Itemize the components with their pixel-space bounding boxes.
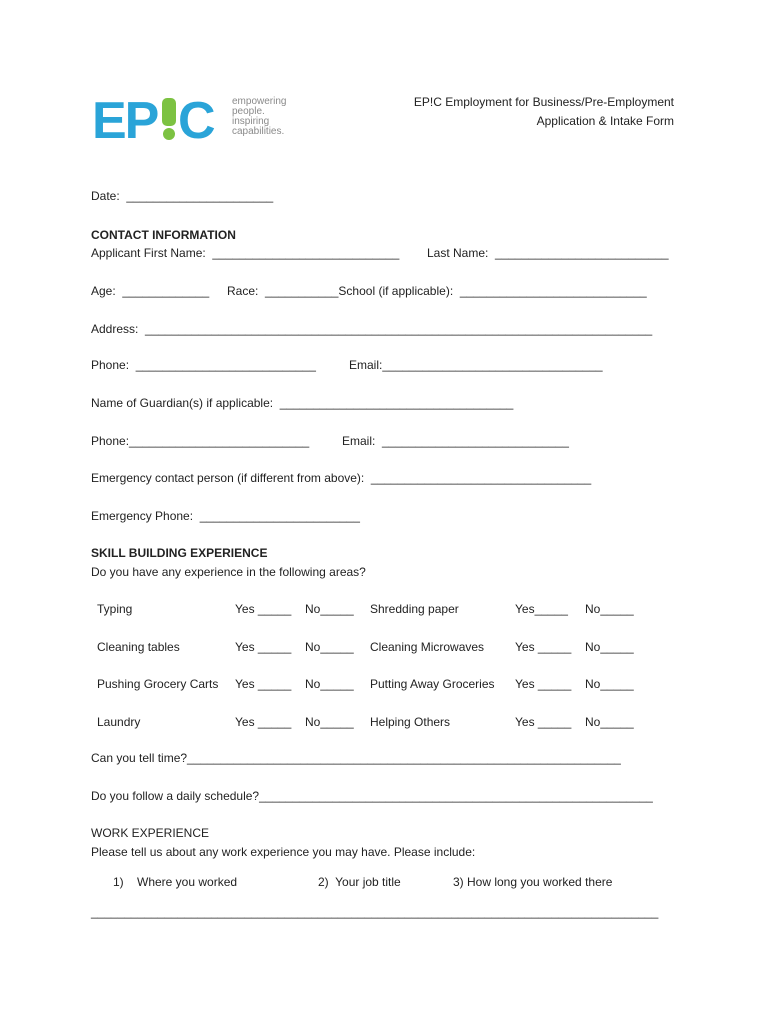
work-item: 3) How long you worked there <box>453 875 613 889</box>
first-name-field[interactable]: Applicant First Name: ____________________________ <box>91 246 400 260</box>
skill-label: Pushing Grocery Carts <box>97 677 219 691</box>
age-field[interactable]: Age: _____________ <box>91 284 210 298</box>
skill-no-field[interactable]: No_____ <box>305 602 354 616</box>
work-item: 1) Where you worked <box>113 875 238 889</box>
daily-schedule-field[interactable]: Do you follow a daily schedule?___________________________________________________________ <box>91 789 653 803</box>
work-prompt: Please tell us about any work experience you may have. Please include: <box>91 845 476 859</box>
race-school-field[interactable]: Race: ___________School (if applicable): ____________________________ <box>227 284 647 298</box>
logo-tagline: empowering people. inspiring capabilities. <box>232 96 287 137</box>
skill-yes-field[interactable]: Yes_____ <box>515 602 568 616</box>
skill-no-field[interactable]: No_____ <box>305 715 354 729</box>
skills-heading: SKILL BUILDING EXPERIENCE <box>91 546 268 560</box>
work-answer-line[interactable]: _____________________________________________________________________________________ <box>91 905 659 919</box>
skill-no-field[interactable]: No_____ <box>305 640 354 654</box>
phone-field[interactable]: Phone: ___________________________ <box>91 358 316 372</box>
logo-wordmark-c: C <box>178 94 216 142</box>
skill-label: Putting Away Groceries <box>370 677 495 691</box>
logo-wordmark-e: EP <box>92 94 158 142</box>
contact-heading: CONTACT INFORMATION <box>91 228 236 242</box>
work-item: 2) Your job title <box>318 875 401 889</box>
form-title-line2: Application & Intake Form <box>536 114 674 128</box>
last-name-field[interactable]: Last Name: __________________________ <box>427 246 669 260</box>
skill-yes-field[interactable]: Yes _____ <box>235 640 292 654</box>
skill-label: Typing <box>97 602 133 616</box>
email-field[interactable]: Email:_________________________________ <box>349 358 603 372</box>
guardian-email-field[interactable]: Email: ____________________________ <box>342 434 569 448</box>
skill-yes-field[interactable]: Yes _____ <box>515 640 572 654</box>
work-heading: WORK EXPERIENCE <box>91 826 210 840</box>
skill-no-field[interactable]: No_____ <box>305 677 354 691</box>
skill-no-field[interactable]: No_____ <box>585 715 634 729</box>
guardian-phone-field[interactable]: Phone:___________________________ <box>91 434 310 448</box>
emergency-contact-field[interactable]: Emergency contact person (if different from above): _________________________________ <box>91 471 592 485</box>
logo-exclamation-bar <box>162 98 176 126</box>
skill-yes-field[interactable]: Yes _____ <box>235 715 292 729</box>
date-field[interactable]: Date: ______________________ <box>91 189 274 203</box>
guardian-field[interactable]: Name of Guardian(s) if applicable: ___________________________________ <box>91 396 514 410</box>
logo-exclamation-dot <box>163 128 175 140</box>
skill-label: Laundry <box>97 715 141 729</box>
skill-label: Shredding paper <box>370 602 459 616</box>
skills-question: Do you have any experience in the following areas? <box>91 565 366 579</box>
skill-yes-field[interactable]: Yes _____ <box>515 715 572 729</box>
tell-time-field[interactable]: Can you tell time?_________________________________________________________________ <box>91 751 621 765</box>
skill-yes-field[interactable]: Yes _____ <box>235 602 292 616</box>
emergency-phone-field[interactable]: Emergency Phone: ________________________ <box>91 509 360 523</box>
skill-label: Cleaning Microwaves <box>370 640 485 654</box>
skill-no-field[interactable]: No_____ <box>585 602 634 616</box>
form-title-line1: EP!C Employment for Business/Pre-Employment <box>413 95 674 109</box>
address-field[interactable]: Address: ____________________________________________________________________________ <box>91 322 653 336</box>
skill-label: Cleaning tables <box>97 640 180 654</box>
skill-label: Helping Others <box>370 715 451 729</box>
skill-no-field[interactable]: No_____ <box>585 640 634 654</box>
skill-no-field[interactable]: No_____ <box>585 677 634 691</box>
skill-yes-field[interactable]: Yes _____ <box>235 677 292 691</box>
skill-yes-field[interactable]: Yes _____ <box>515 677 572 691</box>
